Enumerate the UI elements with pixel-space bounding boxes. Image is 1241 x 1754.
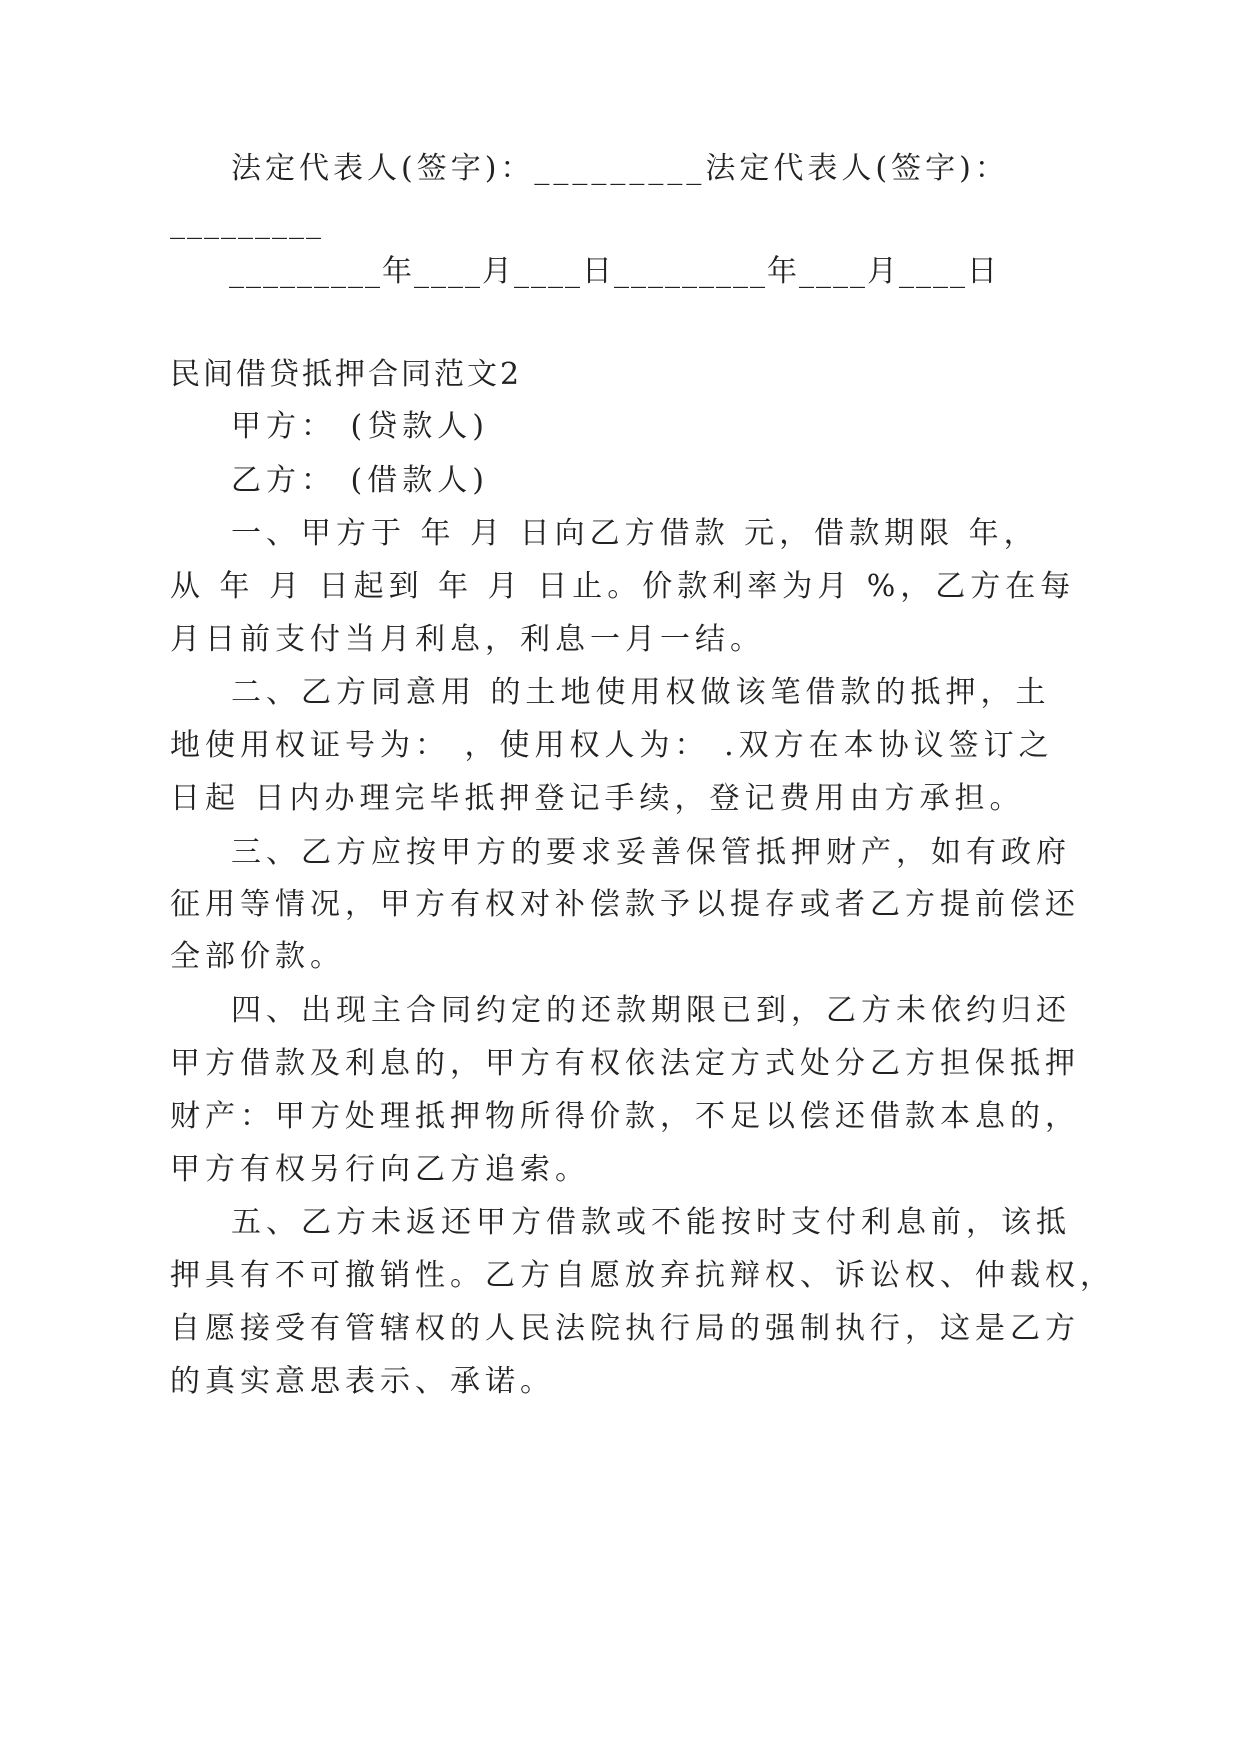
document-title: 民间借贷抵押合同范文2 bbox=[170, 357, 523, 392]
clause-4-line-4: 甲方有权另行向乙方追索。 bbox=[170, 1152, 590, 1187]
clause-1-line-2: 从 年 月 日起到 年 月 日止。价款利率为月 %，乙方在每 bbox=[170, 569, 1076, 604]
clause-5-line-3: 自愿接受有管辖权的人民法院执行局的强制执行，这是乙方 bbox=[170, 1311, 1080, 1346]
clause-3-line-1: 三、乙方应按甲方的要求妥善保管抵押财产，如有政府 bbox=[231, 835, 1071, 870]
clause-2-line-1: 二、乙方同意用 的土地使用权做该笔借款的抵押，土 bbox=[231, 675, 1051, 710]
party-b: 乙方： (借款人) bbox=[231, 463, 489, 498]
party-a: 甲方： (贷款人) bbox=[231, 409, 489, 444]
clause-3-line-2: 征用等情况，甲方有权对补偿款予以提存或者乙方提前偿还 bbox=[170, 887, 1080, 922]
clause-5-line-2: 押具有不可撤销性。乙方自愿放弃抗辩权、诉讼权、仲裁权， bbox=[170, 1258, 1115, 1293]
clause-5-line-4: 的真实意思表示、承诺。 bbox=[170, 1364, 555, 1399]
clause-3-line-3: 全部价款。 bbox=[170, 939, 345, 974]
clause-4-line-2: 甲方借款及利息的，甲方有权依法定方式处分乙方担保抵押 bbox=[170, 1046, 1080, 1081]
clause-4-line-1: 四、出现主合同约定的还款期限已到，乙方未依约归还 bbox=[231, 993, 1071, 1028]
signature-line: 法定代表人(签字)：_________法定代表人(签字)： bbox=[231, 151, 1009, 186]
clause-2-line-3: 日起 日内办理完毕抵押登记手续，登记费用由方承担。 bbox=[170, 781, 1025, 816]
clause-1-line-3: 月日前支付当月利息，利息一月一结。 bbox=[170, 622, 765, 657]
clause-4-line-3: 财产：甲方处理抵押物所得价款，不足以偿还借款本息的， bbox=[170, 1099, 1080, 1134]
clause-2-line-2: 地使用权证号为： ，使用权人为： .双方在本协议签订之 bbox=[170, 728, 1054, 763]
signature-line-continuation: _________ bbox=[170, 205, 323, 240]
clause-1-line-1: 一、甲方于 年 月 日向乙方借款 元，借款期限 年， bbox=[231, 516, 1039, 551]
date-line: _________年____月____日_________年____月____日 bbox=[229, 254, 999, 289]
clause-5-line-1: 五、乙方未返还甲方借款或不能按时支付利息前，该抵 bbox=[231, 1205, 1071, 1240]
